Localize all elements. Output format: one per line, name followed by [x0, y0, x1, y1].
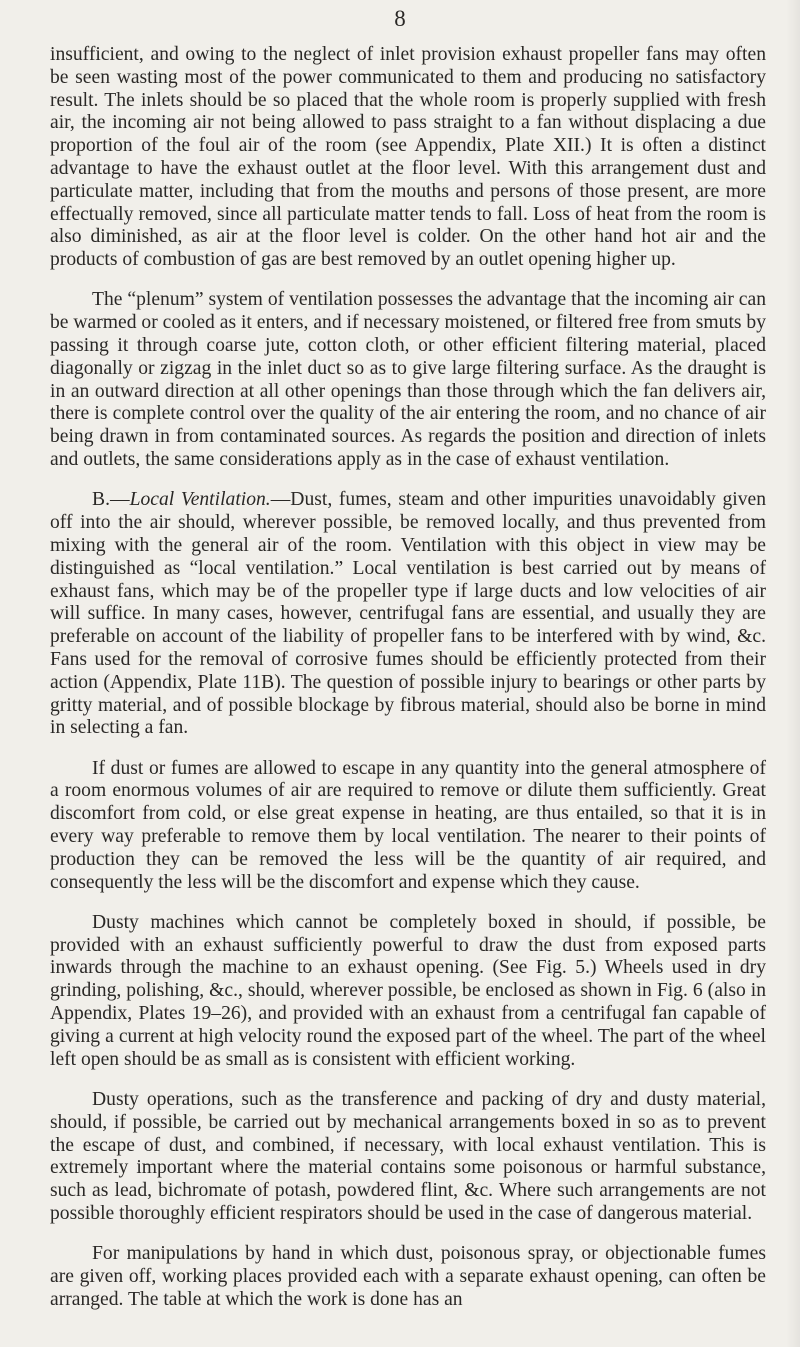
paragraph-local-ventilation — [50, 489, 766, 740]
body-text — [50, 44, 766, 1329]
page-number: 8 — [394, 6, 406, 31]
section-heading: Local Ventilation. — [129, 489, 271, 511]
paragraph-local-ventilation-text: Dust, fumes, steam and other impurities unavoidably given off into the air should, wherever possible, be removed locally, and thus prevented from mixing with the general air of the room. Ventilation with this object in view may be distinguished as “local ventilation.” Local ventilation is best carried out by means of exhaust fans, which may be of the propeller type if large ducts and low velocities of air will suffice. In many cases, however, centrifugal fans are essential, and usually they are preferable on account of the liability of propeller fans to be interfered with by wind, &c. Fans used for the removal of corrosive fumes should be efficiently protected from their action (Appendix, Plate 11B). The question of possible injury to bearings or other parts by gritty material, and of possible blockage by fibrous material, should also be borne in mind in selecting a fan. — [50, 489, 767, 739]
section-dash: — — [270, 489, 291, 511]
paragraph-dusty-machines: Dusty machines which cannot be completely boxed in should, if possible, be provided with an exhaust sufficiently powerful to draw the dust from exposed parts inwards through the machine to an exhaust opening. (See Fig. 5.) Wheels used in dry grinding, polishing, &c., should, wherever possible, be enclosed as shown in Fig. 6 (also in Appendix, Plates 19–26), and provided with an exhaust from a centrifugal fan capable of giving a current at high velocity round the exposed part of the wheel. The part of the wheel left open should be as small as is consistent with efficient working. — [50, 911, 766, 1070]
paragraph-dust-fumes: If dust or fumes are allowed to escape in any quantity into the general atmosphere of a room enormous volumes of air are required to remove or dilute them sufficiently. Great discomfort from cold, or else great expense in heating, are thus entailed, so that it is in every way preferable to remove them by local ventilation. The nearer to their points of production they can be removed the less will be the quantity of air required, and consequently the less will be the discomfort and expense which they cause. — [50, 757, 766, 893]
section-letter: B.— — [92, 489, 130, 511]
paragraph-continuation: insufficient, and owing to the neglect of inlet provision exhaust propeller fans may often be seen wasting most of the power communicated to them and producing no satisfactory result. The inlets should be so placed that the whole room is properly supplied with fresh air, the incoming air not being allowed to pass straight to a fan without displacing a due proportion of the foul air of the room (see Appendix, Plate XII.) It is often a distinct advantage to have the exhaust outlet at the floor level. With this arrangement dust and particulate matter, including that from the mouths and persons of those present, are more effectually removed, since all particulate matter tends to fall. Loss of heat from the room is also diminished, as air at the floor level is colder. On the other hand hot air and the products of combustion of gas are best removed by an outlet opening higher up. — [50, 44, 766, 271]
paragraph-plenum-system: The “plenum” system of ventilation possesses the advantage that the incoming air can be warmed or cooled as it enters, and if necessary moistened, or filtered free from smuts by passing it through coarse jute, cotton cloth, or other efficient filtering material, placed diagonally or zigzag in the inlet duct so as to give large filtering surface. As the draught is in an outward direction at all other openings than those through which the fan delivers air, there is complete control over the quality of the air entering the room, and no chance of air being drawn in from contaminated sources. As regards the position and direction of inlets and outlets, the same considerations apply as in the case of exhaust ventilation. — [50, 289, 767, 471]
scan-edge-shadow — [786, 0, 800, 1347]
paragraph-dusty-operations: Dusty operations, such as the transference and packing of dry and dusty material, should, if possible, be carried out by mechanical arrangements boxed in so as to prevent the escape of dust, and combined, if necessary, with local exhaust ventilation. This is extremely important where the material contains some poisonous or harmful substance, such as lead, bichromate of potash, powdered flint, &c. Where such arrangements are not possible thoroughly efficient respirators should be used in the case of dangerous material. — [50, 1088, 766, 1224]
paragraph-manipulations: For manipulations by hand in which dust, poisonous spray, or objectionable fumes are given off, working places provided each with a separate exhaust opening, can often be arranged. The table at which the work is done has an — [50, 1243, 766, 1310]
